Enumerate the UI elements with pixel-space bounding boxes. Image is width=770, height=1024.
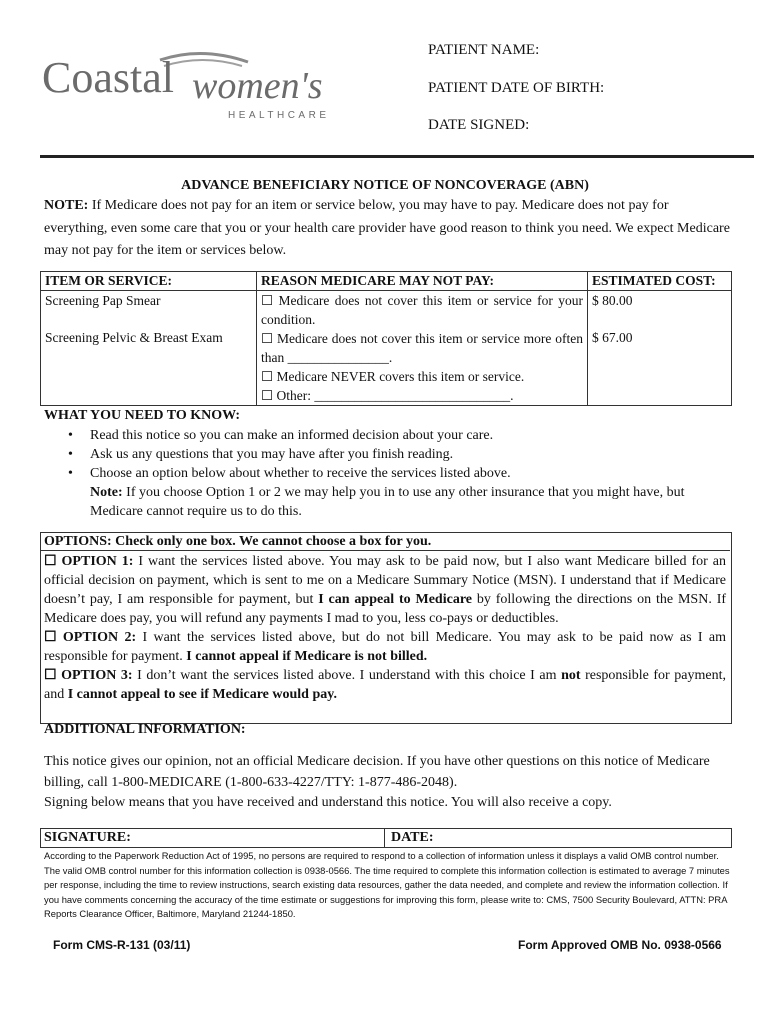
header-estimated-cost: ESTIMATED COST: bbox=[588, 272, 732, 291]
header-reason: REASON MEDICARE MAY NOT PAY: bbox=[257, 272, 588, 291]
list-item: • Choose an option below about whether to receive the services listed above. bbox=[68, 466, 511, 481]
what-you-need-to-know-title: WHAT YOU NEED TO KNOW: bbox=[44, 408, 241, 423]
reason-not-covered-condition[interactable]: ☐ Medicare does not cover this item or service for your condition. bbox=[261, 293, 583, 327]
signature-row[interactable] bbox=[40, 828, 732, 848]
bullet-icon: • bbox=[68, 428, 73, 443]
reason-other[interactable]: ☐ Other: _____________________________. bbox=[261, 388, 514, 403]
items-cell bbox=[41, 291, 257, 406]
item-pap-smear: Screening Pap Smear bbox=[45, 293, 161, 308]
option-2[interactable]: ☐ OPTION 2: I want the services listed above, but do not bill Medicare. You may ask to be paid now as I am responsible for payment. I cannot appeal if Medicare is not billed. bbox=[44, 630, 726, 664]
option-3-checkbox[interactable]: ☐ OPTION 3: bbox=[44, 668, 133, 683]
patient-dob-label: PATIENT DATE OF BIRTH: bbox=[428, 80, 605, 96]
options-body bbox=[44, 552, 726, 704]
form-number: Form CMS-R-131 (03/11) bbox=[53, 938, 191, 952]
option-1-checkbox[interactable]: ☐ OPTION 1: bbox=[44, 554, 134, 569]
note-label: NOTE: bbox=[44, 198, 89, 213]
coastal-womens-logo bbox=[42, 48, 362, 128]
signature-label: SIGNATURE: bbox=[44, 830, 131, 845]
reason-not-covered-frequency[interactable]: ☐ Medicare does not cover this item or service more often than _______________. bbox=[261, 331, 583, 365]
option-3[interactable]: ☐ OPTION 3: I don’t want the services listed above. I understand with this choice I am not responsible for payment, and I cannot appeal to see if Medicare would pay. bbox=[44, 668, 726, 702]
note-paragraph bbox=[44, 195, 734, 263]
omb-approval: Form Approved OMB No. 0938-0566 bbox=[518, 938, 722, 952]
item-service-table bbox=[40, 271, 732, 406]
paperwork-reduction-act-notice: According to the Paperwork Reduction Act of 1995, no persons are required to respond to a collection of information unless it displays a valid OMB control number. The valid OMB control number for this information collection is 0938-0566. The time required to complete this information collection is estimated to average 7 minutes per response, including the time to review instructions, search existing data resources, gather the data needed, and complete and review the information collection. If you have comments concerning the accuracy of the time estimate or suggestions for improving this form, please write to: CMS, 7500 Security Boulevard, ATTN: PRA Reports Clearance Officer, Baltimore, Maryland 21244-1850. bbox=[44, 850, 730, 919]
table-header-row bbox=[41, 272, 732, 291]
list-item: • Read this notice so you can make an informed decision about your care. bbox=[68, 428, 494, 443]
option-2-checkbox[interactable]: ☐ OPTION 2: bbox=[44, 630, 137, 645]
logo-sub: HEALTHCARE bbox=[228, 110, 330, 121]
bullet-icon: • bbox=[68, 447, 73, 462]
cost-pap-smear: $ 80.00 bbox=[592, 293, 633, 308]
header-item-or-service: ITEM OR SERVICE: bbox=[41, 272, 257, 291]
what-you-need-to-know-list bbox=[64, 426, 724, 483]
date-signed-label: DATE SIGNED: bbox=[428, 117, 530, 133]
additional-information-text: This notice gives our opinion, not an official Medicare decision. If you have other questions on this notice of Medicare billing, call 1-800-MEDICARE (1-800-633-4227/TTY: 1-877-486-2048). Signing below means that you have received and understand this notice. You will also receive a copy. bbox=[44, 754, 710, 810]
note-text: If Medicare does not pay for an item or service below, you may have to pay. Medicare does not pay for everything, even some care that you or your health care provider have good reason to think you need. We expect Medicare may not pay for the item or services below. bbox=[44, 198, 730, 258]
logo-line2: women's bbox=[192, 65, 323, 107]
reason-never-covered[interactable]: ☐ Medicare NEVER covers this item or service. bbox=[261, 369, 525, 384]
signature-divider bbox=[384, 828, 385, 848]
item-pelvic-breast-exam: Screening Pelvic & Breast Exam bbox=[45, 330, 223, 345]
patient-name-label: PATIENT NAME: bbox=[428, 42, 540, 58]
bullet-icon: • bbox=[68, 466, 73, 481]
form-title: ADVANCE BENEFICIARY NOTICE OF NONCOVERAGE (ABN) bbox=[181, 178, 589, 193]
list-item: • Ask us any questions that you may have after you finish reading. bbox=[68, 447, 454, 462]
insurance-note: Note: If you choose Option 1 or 2 we may help you in to use any other insurance that you might have, but Medicare cannot require us to do this. bbox=[90, 485, 685, 519]
costs-cell bbox=[588, 291, 732, 406]
reasons-cell bbox=[257, 291, 588, 406]
logo-line1: Coastal bbox=[42, 53, 174, 102]
option-1[interactable]: ☐ OPTION 1: I want the services listed above. You may ask to be paid now, but I also want Medicare billed for an official decision on payment, which is sent to me on a Medicare Summary Notice (MSN). I understand that if Medicare doesn’t pay, I am responsible for payment, but I can appeal to Medicare by following the directions on the MSN. If Medicare does pay, you will refund any payments I mad to you, less co-pays or deductibles. bbox=[44, 554, 727, 626]
additional-information-title: ADDITIONAL INFORMATION: bbox=[44, 722, 246, 737]
cost-pelvic-breast-exam: $ 67.00 bbox=[592, 330, 633, 345]
header-rule bbox=[40, 155, 754, 158]
date-label: DATE: bbox=[391, 830, 434, 845]
options-heading: OPTIONS: Check only one box. We cannot choose a box for you. bbox=[40, 532, 730, 551]
table-row bbox=[41, 291, 732, 406]
